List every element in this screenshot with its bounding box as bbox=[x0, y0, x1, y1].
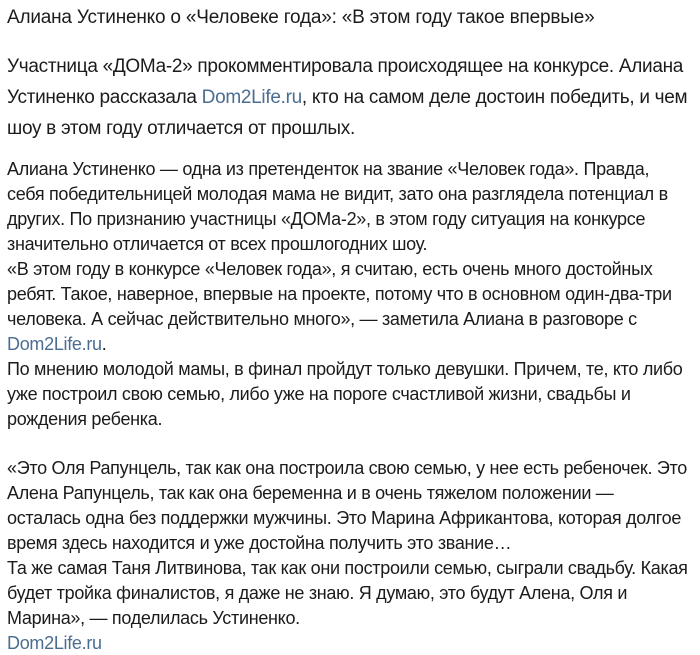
article-body bbox=[7, 157, 691, 655]
text-segment: По мнению молодой мамы, в финал пройдут только девушки. Причем, те, кто либо уже построил свою семью, либо уже на пороге счастливой жизни, свадьбы и рождения ребенка. bbox=[7, 359, 683, 429]
paragraph bbox=[7, 631, 691, 655]
text-segment: , кто на самом деле достоин победить, и чем шоу в этом году отличается от прошлых. bbox=[7, 87, 688, 139]
paragraph bbox=[7, 257, 691, 357]
dom2life-link[interactable]: Dom2Life.ru bbox=[7, 334, 102, 354]
paragraph bbox=[7, 157, 691, 257]
lead-paragraph bbox=[7, 51, 691, 144]
text-segment: Участница «ДОМа-2» прокомментировала происходящее на конкурсе. Алиана Устиненко рассказала bbox=[7, 56, 684, 108]
dom2life-link[interactable]: Dom2Life.ru bbox=[201, 87, 302, 108]
text-segment: «В этом году в конкурсе «Человек года», я считаю, есть очень много достойных ребят. Такое, наверное, впервые на проекте, потому что в основном один-два-три человека. А сейчас действительно много», — заметила Алиана в разговоре с bbox=[7, 259, 672, 329]
text-segment: Та же самая Таня Литвинова, так как они построили семью, сыграли свадьбу. Какая будет тройка финалистов, я даже не знаю. Я думаю, это будут Алена, Оля и Марина», — поделилась Устиненко. bbox=[7, 558, 688, 628]
text-segment: Алиана Устиненко — одна из претенденток на звание «Человек года». Правда, себя победительницей молодая мама не видит, зато она разглядела потенциал в других. По признанию участницы «ДОМа-2», в этом году ситуация на конкурсе значительно отличается от всех прошлогодних шоу. bbox=[7, 159, 668, 254]
text-segment: . bbox=[101, 334, 107, 354]
paragraph bbox=[7, 556, 691, 631]
dom2life-link[interactable]: Dom2Life.ru bbox=[7, 633, 102, 653]
text-segment: «Это Оля Рапунцель, так как она построила свою семью, у нее есть ребеночек. Это Алена Рапунцель, так как она беременна и в очень тяжелом положении — осталась одна без поддержки мужчины. Это Марина Африкантова, которая долгое время здесь находится и уже достойна получить это звание… bbox=[7, 458, 687, 553]
paragraph bbox=[7, 357, 691, 432]
article-title: Алиана Устиненко о «Человеке года»: «В этом году такое впервые» bbox=[7, 7, 595, 28]
paragraph bbox=[7, 456, 691, 556]
